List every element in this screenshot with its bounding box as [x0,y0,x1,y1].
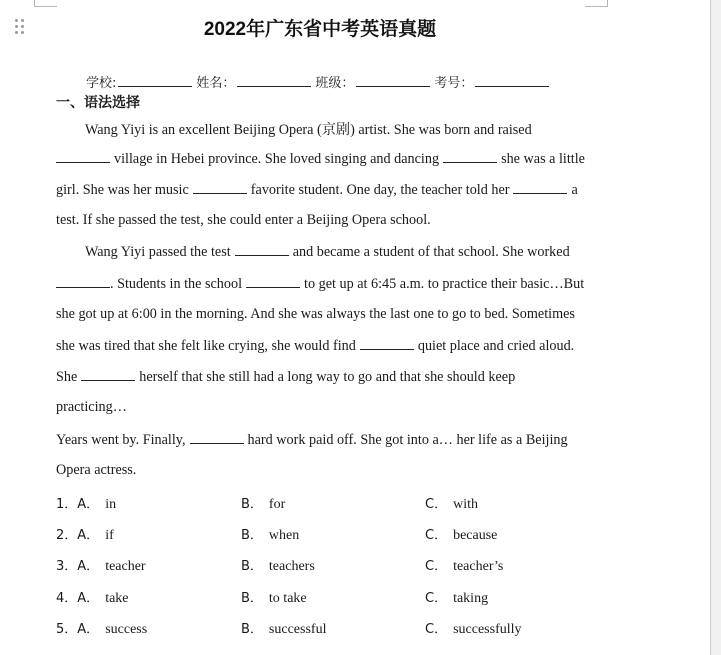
option-row-3-a[interactable]: 3．A． teacher [56,559,146,574]
option-row-4-c[interactable]: C． taking [425,591,489,606]
passage-line: Years went by. Finally, hard work paid off. She got into a… her life as a Beijing [56,432,568,448]
blank-2[interactable] [443,150,497,163]
option-row-2-a[interactable]: 2．A． if [56,528,114,543]
passage-line: . Students in the school to get up at 6:45 a.m. to practice their basic…But [56,275,584,293]
exam-number-field[interactable] [475,74,549,87]
section-heading: 一、语法选择 [56,95,140,111]
option-row-2-b[interactable]: B． when [241,528,300,543]
blank-3[interactable] [193,181,247,194]
class-label: 班级： [315,76,355,91]
passage-line: Opera actress. [56,462,137,478]
passage-line: She herself that she still had a long way to go and that she should keep [56,369,516,385]
name-field[interactable] [237,74,311,87]
option-row-5-b[interactable]: B． successful [241,622,327,637]
school-label: 学校: [86,76,117,91]
option-row-1-c[interactable]: C． with [425,497,478,512]
document-title: 2022年广东省中考英语真题 [203,19,437,40]
blank-7[interactable] [246,275,300,288]
blank-9[interactable] [81,368,135,381]
school-field[interactable] [118,74,192,87]
option-row-3-b[interactable]: B． teachers [241,559,315,574]
option-row-3-c[interactable]: C． teacher’s [425,559,504,574]
option-row-4-b[interactable]: B． to take [241,591,307,606]
passage-line: Wang Yiyi passed the test and became a student of that school. She worked [85,244,570,260]
name-label: 姓名： [196,76,236,91]
passage-line: she was tired that she felt like crying, she would find quiet place and cried aloud. [56,338,575,354]
blank-10[interactable] [190,431,244,444]
option-row-1-a[interactable]: 1．A． in [56,497,117,512]
option-row-2-c[interactable]: C． because [425,528,498,543]
blank-8[interactable] [360,337,414,350]
crop-mark-right [585,0,608,7]
passage-line: Wang Yiyi is an excellent Beijing Opera (京剧) artist. She was born and raised [85,122,532,138]
blank-5[interactable] [235,243,289,256]
crop-mark-left [34,0,57,7]
passage-line: test. If she passed the test, she could enter a Beijing Opera school. [56,212,431,228]
option-row-5-c[interactable]: C． successfully [425,622,522,637]
option-row-4-a[interactable]: 4．A． take [56,591,129,606]
exam-number-label: 考号： [434,76,474,91]
class-field[interactable] [356,74,430,87]
passage-line: village in Hebei province. She loved singing and dancing she was a little [56,150,585,168]
passage-line: she got up at 6:00 in the morning. And she was always the last one to go to bed. Sometimes [56,306,575,322]
blank-1[interactable] [56,150,110,163]
option-row-5-a[interactable]: 5．A． success [56,622,148,637]
passage-line: practicing… [56,399,127,415]
blank-4[interactable] [513,181,567,194]
blank-6[interactable] [56,275,110,288]
student-info-line [86,72,553,91]
option-row-1-b[interactable]: B． for [241,497,286,512]
passage-line: girl. She was her music favorite student. One day, the teacher told her a [56,182,578,198]
vertical-scrollbar[interactable] [710,0,721,655]
